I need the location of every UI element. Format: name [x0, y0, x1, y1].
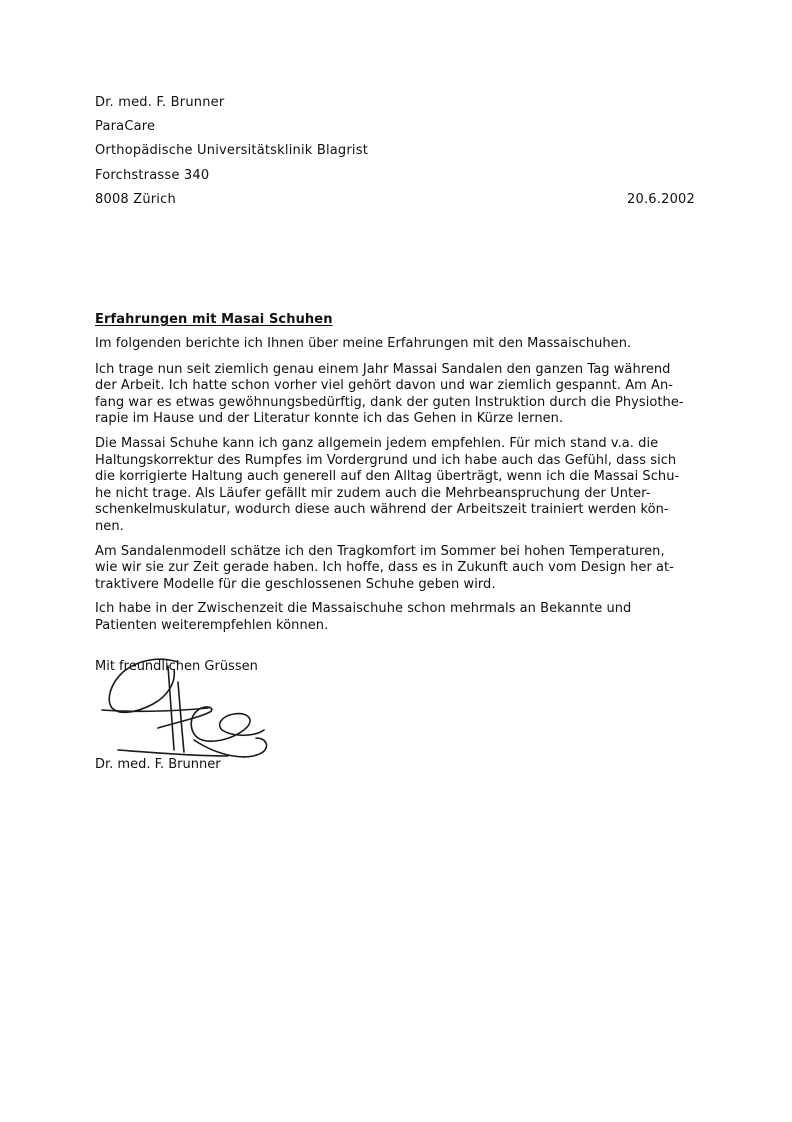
letter-date: 20.6.2002 [627, 191, 695, 207]
letter-subject: Erfahrungen mit Masai Schuhen [95, 312, 333, 327]
handwritten-signature [98, 652, 273, 774]
paragraph: Im folgenden berichte ich Ihnen über meine Erfahrungen mit den Massaischuhen. [95, 336, 632, 351]
sender-clinic: Orthopädische Universitätsklinik Blagrist [95, 143, 368, 159]
letter-body [95, 336, 699, 643]
sender-address-block [95, 94, 695, 215]
closing-salutation: Mit freundlichen Grüssen [95, 659, 258, 674]
sender-street: Forchstrasse 340 [95, 167, 210, 183]
paragraph: Ich trage nun seit ziemlich genau einem Jahr Massai Sandalen den ganzen Tag während der Arbeit. Ich hatte schon vorher viel gehört davon und war ziemlich gespannt. Am An- fang war es etwas gewöhnungsbedürftig, dank der guten Instruktion durch die Physiothe- rapie im Hause und der Literatur konnte ich das Gehen in Kürze lernen. [95, 361, 684, 427]
paragraph: Am Sandalenmodell schätze ich den Tragkomfort im Sommer bei hohen Temperaturen, wie wir sie zur Zeit gerade haben. Ich hoffe, dass es in Zukunft auch vom Design her at- traktivere Modelle für die geschlossenen Schuhe geben wird. [95, 543, 674, 592]
paragraph: Die Massai Schuhe kann ich ganz allgemein jedem empfehlen. Für mich stand v.a. die Haltungskorrektur des Rumpfes im Vordergrund und ich habe auch das Gefühl, dass sich die korrigierte Haltung auch generell auf den Alltag überträgt, wenn ich die Massai Schu- he nicht trage. Als Läufer gefällt mir zudem auch die Mehrbeanspruchung der Unter- schenkelmuskulatur, wodurch diese auch während der Arbeitszeit trainiert werden kön- nen. [95, 435, 680, 534]
city-date-row [95, 191, 695, 215]
signatory-name: Dr. med. F. Brunner [95, 757, 221, 772]
sender-city: 8008 Zürich [95, 191, 176, 207]
sender-organization: ParaCare [95, 119, 156, 135]
paragraph: Ich habe in der Zwischenzeit die Massaischuhe schon mehrmals an Bekannte und Patienten weiterempfehlen können. [95, 601, 632, 633]
sender-name: Dr. med. F. Brunner [95, 95, 225, 110]
